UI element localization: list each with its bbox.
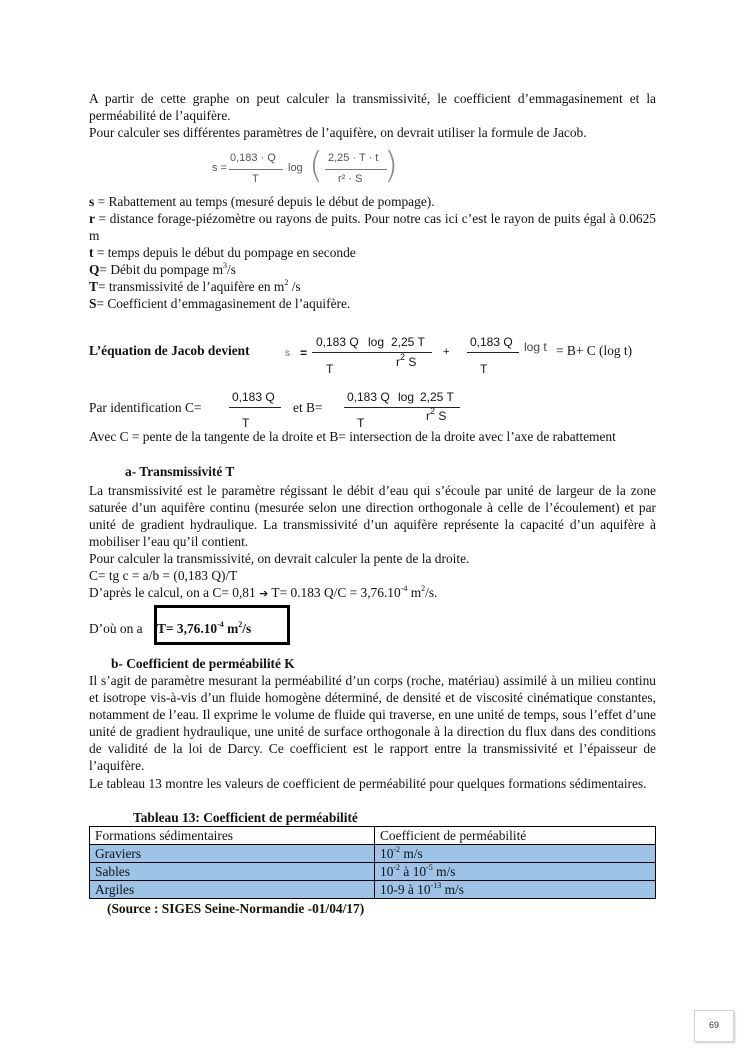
jacob-s: s xyxy=(285,348,290,359)
result-value: $T= 3,76.10^{-4}$ $m^2/s$ xyxy=(157,619,252,636)
permeability-table xyxy=(89,826,656,899)
table-cell: $10^{-2}$ à $10^{-5}$ m/s xyxy=(375,863,656,881)
jacob-log-a: log xyxy=(368,335,385,349)
table-cell: $10^{-2}$ m/s xyxy=(375,845,656,863)
avec-line: Avec C = pente de la tangente de la droite et B= intersection de la droite avec l’axe de rabattement xyxy=(89,429,616,444)
intro-paragraph: A partir de cette graphe on peut calculer la transmissivité, le coefficient d’emmagasinement et la perméabilité de l’aquifère. xyxy=(89,91,656,123)
formula-num2: 2,25 · T · t xyxy=(328,152,379,164)
section-a-calc2: C= tg c = a/b = (0,183 Q)/T xyxy=(89,568,238,583)
b-num2: 2,25 T xyxy=(420,390,454,404)
table-header: Coefficient de perméabilité xyxy=(375,827,656,845)
def-t: t = temps depuis le début du pompage en seconde xyxy=(89,245,356,260)
identification-b-label: et B= xyxy=(293,400,323,415)
jacob-num-b: 2,25 T xyxy=(391,335,425,349)
table-cell: Sables xyxy=(90,863,375,881)
section-a-calc1: Pour calculer la transmissivité, on devrait calculer la pente de la droite. xyxy=(89,551,470,566)
def-r: r = distance forage-piézomètre ou rayons de puits. Pour notre cas ici c’est le rayon de puits égal à 0.0625 m xyxy=(89,211,656,243)
def-s: s = Rabattement au temps (mesuré depuis le début de pompage). xyxy=(89,194,435,209)
jacob-formula: s = 0,183 · Q T log ( 2,25 · T · t r² · S ) xyxy=(212,145,399,186)
c-num: 0,183 Q xyxy=(232,390,275,404)
jacob-num-a: 0,183 Q xyxy=(316,335,359,349)
jacob-num-c: 0,183 Q xyxy=(470,335,513,349)
jacob-den-b: $r^2$ S xyxy=(396,352,417,369)
right-arrow-icon: ➔ xyxy=(259,587,269,600)
b-num: 0,183 Q xyxy=(347,390,390,404)
jacob-plus: + xyxy=(443,346,450,358)
b-den: T xyxy=(357,416,365,430)
section-a-paragraph: La transmissivité est le paramètre régissant le débit d’eau qui s’écoule par unité de largeur de la zone saturée d’un aquifère continu (mesurée selon une direction orthogonale à celle de l’écoulement) et par unité de gradient hydraulique. La transmissivité d’un aquifère représente la capacité d’un aquifère à mobiliser l’eau qu’il contient. xyxy=(89,483,656,549)
page-number: 69 xyxy=(694,1010,734,1042)
jacob-den-c: T xyxy=(480,362,488,376)
formula-log: log xyxy=(288,162,303,174)
table-header-row xyxy=(90,827,656,845)
section-a-title: a- Transmissivité T xyxy=(125,464,235,479)
table-cell: Graviers xyxy=(90,845,375,863)
jacob-log-t: log t xyxy=(524,340,547,354)
table-caption: Tableau 13: Coefficient de perméabilité xyxy=(133,810,358,825)
formula-den2: r² · S xyxy=(338,173,363,185)
intro-jacob-line: Pour calculer ses différentes paramètres de l’aquifère, on devrait utiliser la formule de Jacob. xyxy=(89,125,587,140)
table-source: (Source : SIGES Seine-Normandie -01/04/17) xyxy=(107,901,365,916)
b-log: log xyxy=(398,390,415,404)
def-tt: T= transmissivité de l’aquifère en $m^2$ /s xyxy=(89,277,301,294)
formula-lhs: s = xyxy=(212,162,227,174)
section-b-title: b- Coefficient de perméabilité K xyxy=(111,656,295,671)
table-cell: Argiles xyxy=(90,881,375,899)
def-q: Q= Débit du pompage $m^3/s$ xyxy=(89,260,236,277)
jacob-eq: = xyxy=(300,346,308,360)
def-ss: S= Coefficient d’emmagasinement de l’aquifère. xyxy=(89,296,351,311)
formula-den1: T xyxy=(252,173,259,185)
jacob-den-a: T xyxy=(326,362,334,376)
b-den2: $r^2$ S xyxy=(426,406,447,423)
table-row xyxy=(90,863,656,881)
table-row xyxy=(90,881,656,899)
formula-num1: 0,183 · Q xyxy=(230,152,276,164)
identification-c-label: Par identification C= xyxy=(89,400,202,415)
result-label: D’où on a xyxy=(89,621,143,636)
section-b-paragraph: Il s’agit de paramètre mesurant la perméabilité d’un corps (roche, matériau) assimilé à un milieu continu et isotrope vis-à-vis d’un fluide homogène déterminé, de densité et de viscosité cinématique constantes, notamment de l’eau. Il exprime le volume de fluide qui traverse, en une unité de temps, sous l’effet d’une unité de gradient hydraulique, une unité de surface orthogonale à la direction du flux dans des conditions de validité de la loi de Darcy. Ce coefficient est le rapport entre la transmissivité et l’épaisseur de l’aquifère. xyxy=(89,673,656,773)
c-den: T xyxy=(242,416,250,430)
table-intro: Le tableau 13 montre les valeurs de coefficient de perméabilité pour quelques formations sédimentaires. xyxy=(89,776,647,791)
jacob-result: = B+ C (log t) xyxy=(556,343,633,358)
table-cell: 10-9 à $10^{-13}$ m/s xyxy=(375,881,656,899)
section-a-calc3: D’après le calcul, on a C= 0,81 ➔ T= 0.183 $Q/C = 3,76.10^{-4}$ $m^2/s$. xyxy=(89,583,438,600)
jacob-label: L’équation de Jacob devient xyxy=(89,343,250,358)
table-header: Formations sédimentaires xyxy=(90,827,375,845)
table-row xyxy=(90,845,656,863)
